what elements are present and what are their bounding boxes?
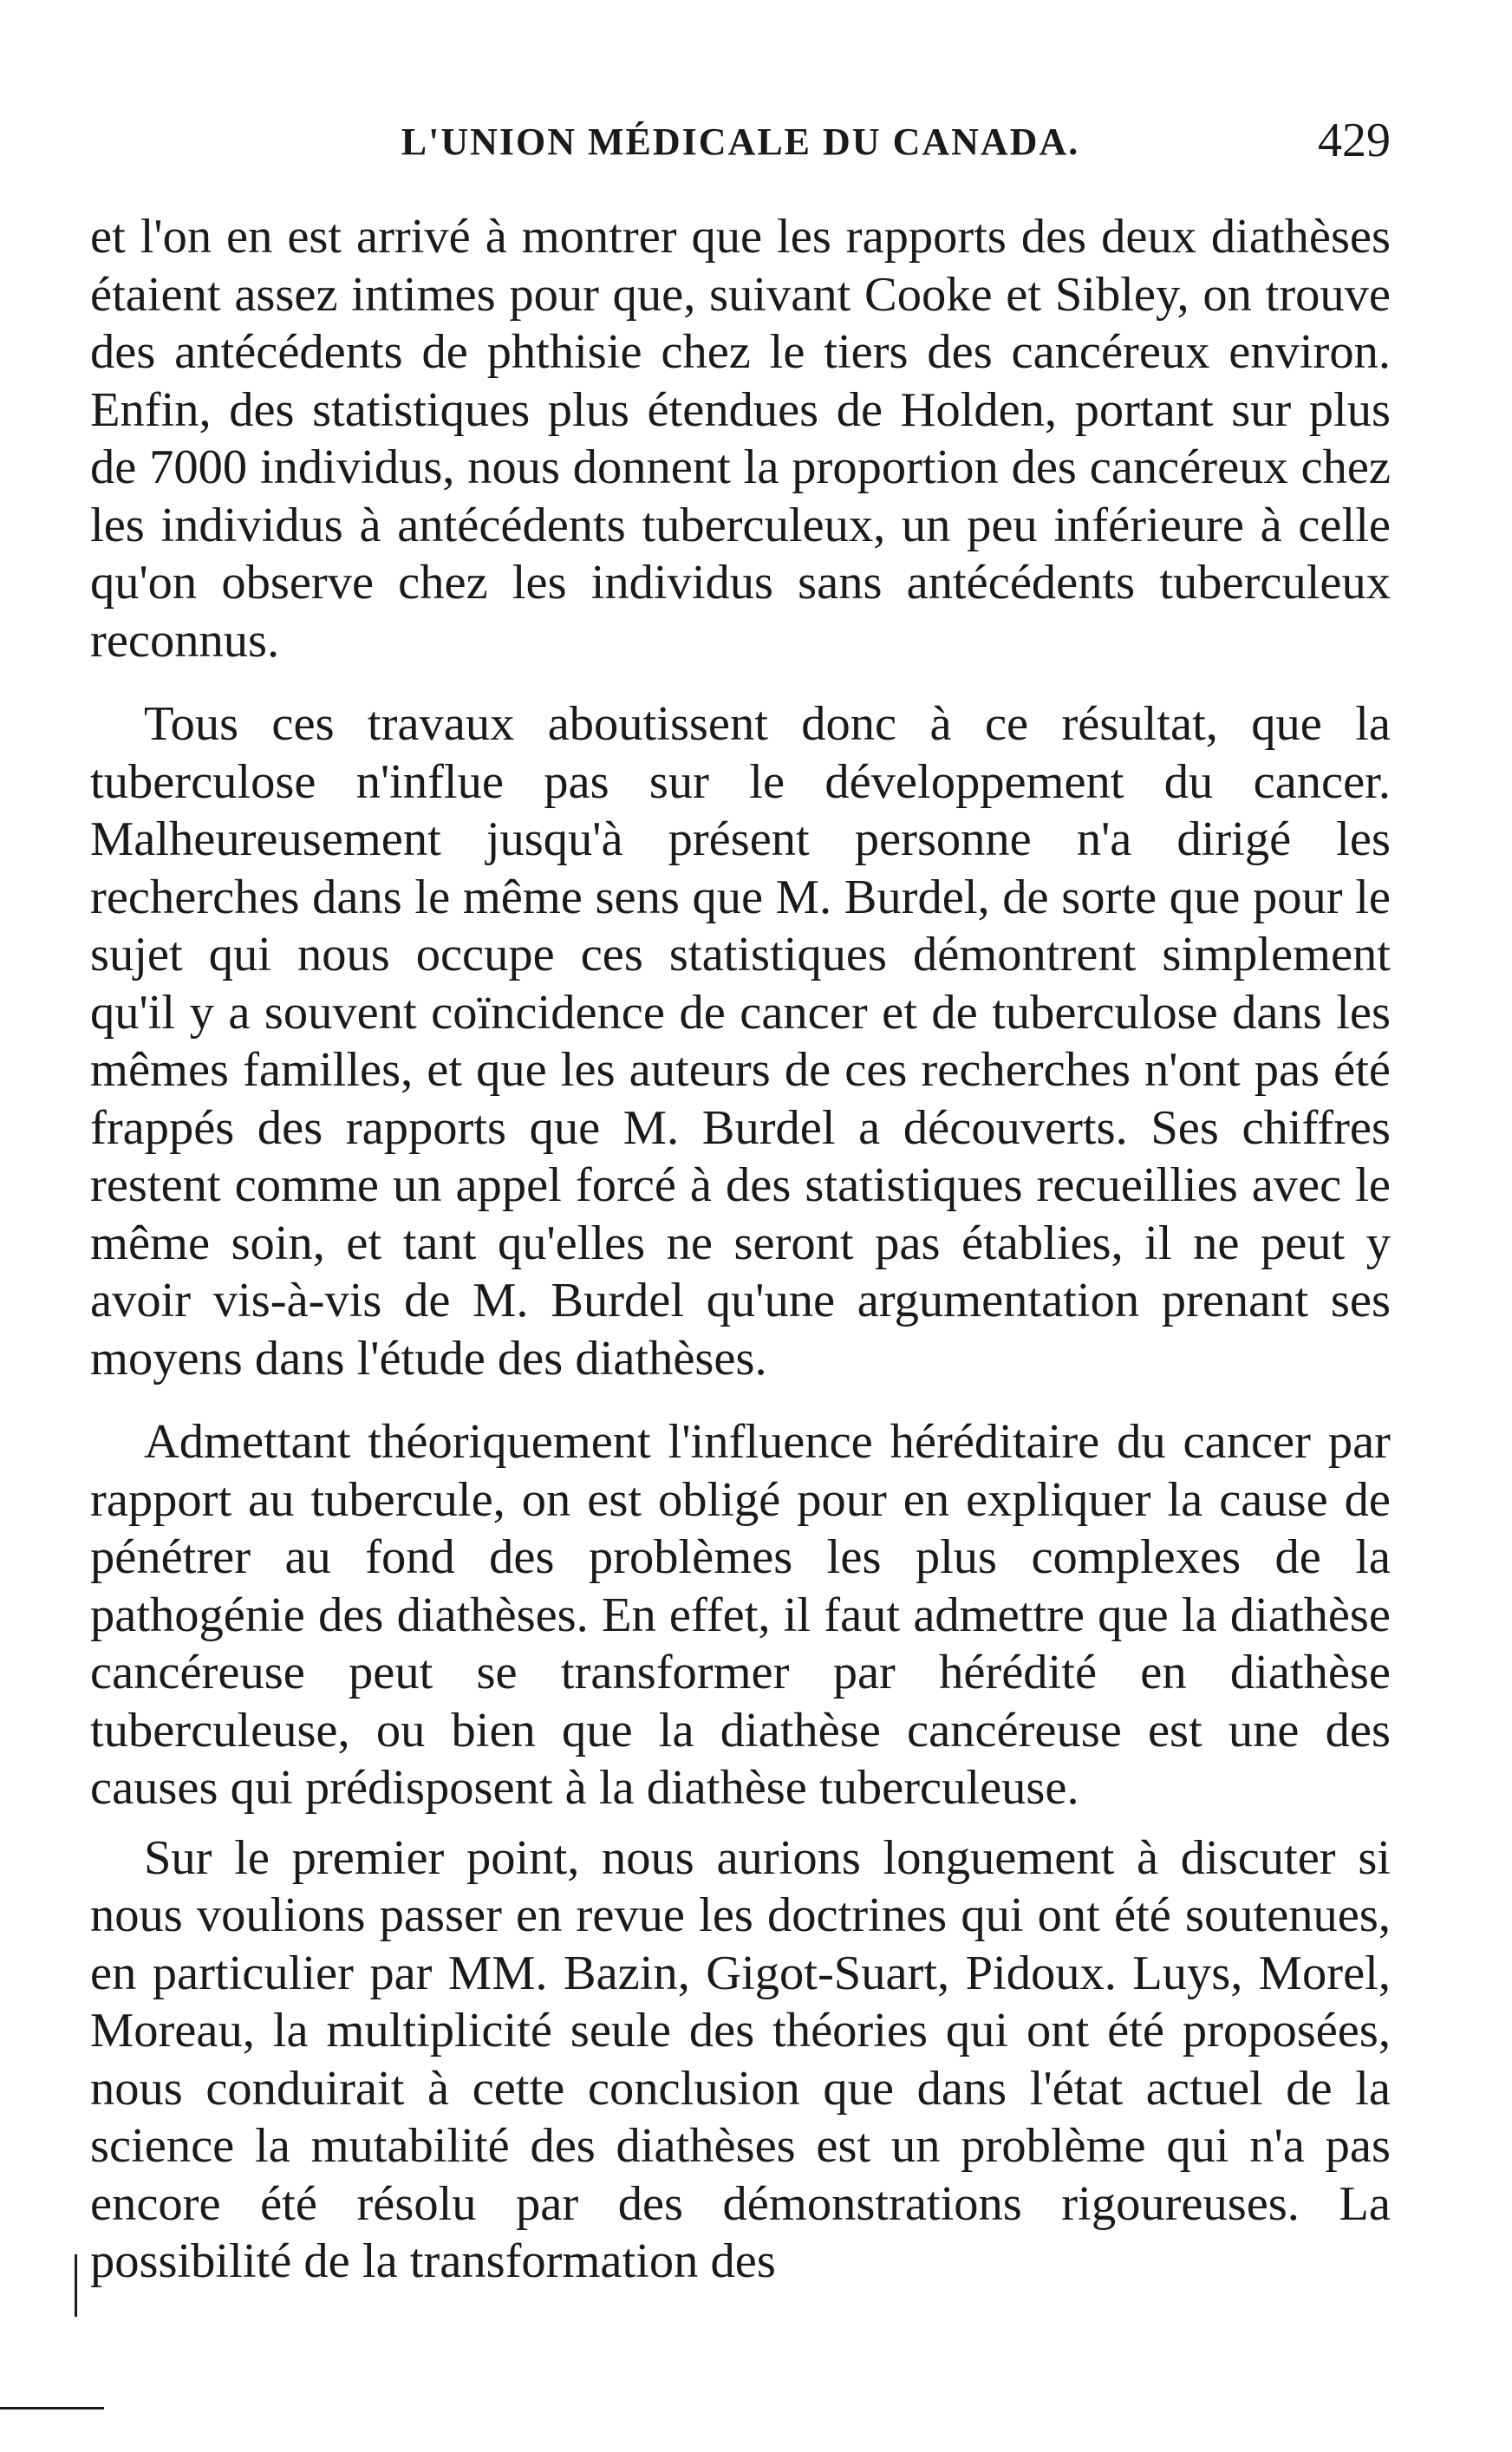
paragraph-1: et l'on en est arrivé à montrer que les rapports des deux diathèses étaient assez intimes pour que, suivant Cooke et Sibley, on trouve des antécédents de phthisie chez le tiers des cancéreux environ. Enfin, des statistiques plus étendues de Holden, portant sur plus de 7000 individus, nous donnent la proportion des cancéreux chez les individus à antécédents tuberculeux, un peu inférieure à celle qu'on observe chez les individus sans antécédents tuberculeux reconnus. [90, 210, 1391, 668]
running-head [90, 104, 1391, 173]
margin-rule [75, 2254, 77, 2317]
page-number: 429 [1318, 114, 1391, 167]
bottom-rule [0, 2407, 104, 2410]
paragraph-3: Admettant théoriquement l'influence héréditaire du cancer par rapport au tubercule, on est obligé pour en expliquer la cause de pénétrer au fond des problèmes les plus complexes de la pathogénie des diathèses. En effet, il faut admettre que la diathèse cancéreuse peut se transformer par hérédité en diathèse tuberculeuse, ou bien que la diathèse cancéreuse est une des causes qui prédisposent à la diathèse tuberculeuse. [90, 1415, 1391, 1815]
paragraph-4: Sur le premier point, nous aurions longuement à discuter si nous voulions passer en revue les doctrines qui ont été soutenues, en particulier par MM. Bazin, Gigot-Suart, Pidoux. Luys, Morel, Moreau, la multiplicité seule des théories qui ont été proposées, nous conduirait à cette conclusion que dans l'état actuel de la science la mutabilité des diathèses est un problème qui n'a pas encore été résolu par des démonstrations rigoureuses. La possibilité de la transformation des [90, 1830, 1391, 2288]
paragraph-2: Tous ces travaux aboutissent donc à ce résultat, que la tuberculose n'influe pas sur le développement du cancer. Malheureusement jusqu'à présent personne n'a dirigé les recherches dans le même sens que M. Burdel, de sorte que pour le sujet qui nous occupe ces statistiques démontrent simplement qu'il y a souvent coïncidence de cancer et de tuberculose dans les mêmes familles, et que les auteurs de ces recherches n'ont pas été frappés des rapports que M. Burdel a découverts. Ses chiffres restent comme un appel forcé à des statistiques recueillies avec le même soin, et tant qu'elles ne seront pas établies, il ne peut y avoir vis-à-vis de M. Burdel qu'une argumentation prenant ses moyens dans l'étude des diathèses. [90, 697, 1391, 1386]
running-title: L'UNION MÉDICALE DU CANADA. [401, 121, 1080, 163]
page-body [90, 104, 1391, 2291]
